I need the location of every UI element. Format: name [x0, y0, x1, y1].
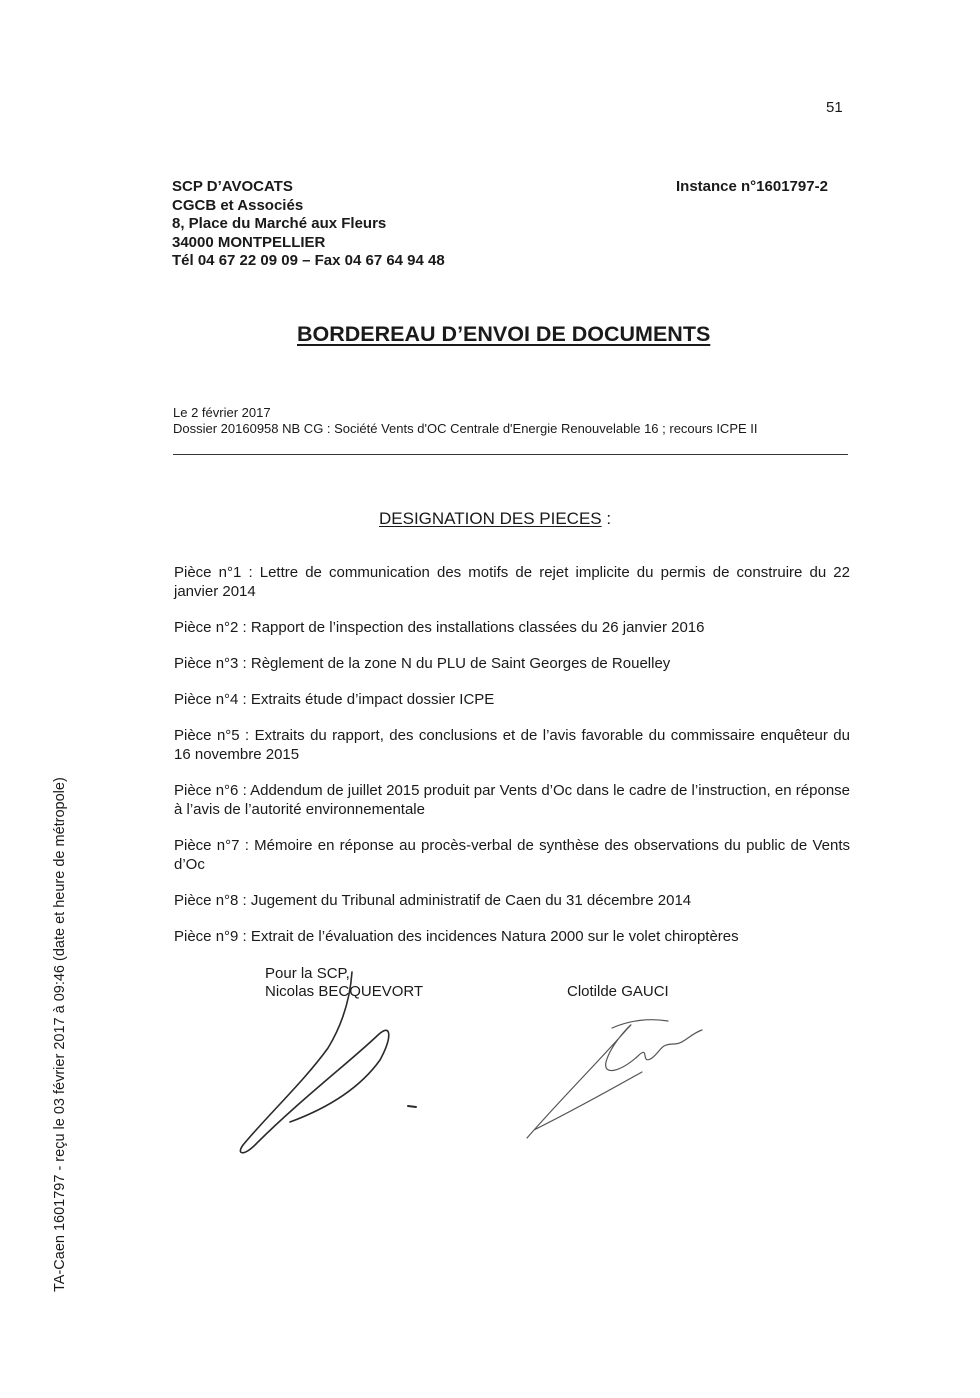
receipt-stamp-vertical: TA-Caen 1601797 - reçu le 03 février 2017 à 09:46 (date et heure de métropole): [52, 777, 68, 1292]
sender-street: 8, Place du Marché aux Fleurs: [172, 215, 387, 232]
page-number: 51: [826, 99, 843, 116]
section-title-colon: :: [601, 509, 612, 528]
dossier-reference: Dossier 20160958 NB CG : Société Vents d'OC Centrale d'Energie Renouvelable 16 ; recours ICPE II: [173, 421, 758, 436]
section-title-text: DESIGNATION DES PIECES: [379, 509, 602, 528]
piece-item-3: Pièce n°3 : Règlement de la zone N du PLU de Saint Georges de Rouelley: [174, 655, 671, 672]
sender-firm: SCP D’AVOCATS: [172, 178, 293, 195]
signatory-left-line1: Pour la SCP,: [265, 965, 350, 982]
piece-item-7: Pièce n°7 : Mémoire en réponse au procès-verbal de synthèse des observations du public de Vents d’Oc: [174, 837, 850, 873]
sender-city: 34000 MONTPELLIER: [172, 233, 326, 251]
piece-item-2: Pièce n°2 : Rapport de l’inspection des installations classées du 26 janvier 2016: [174, 619, 705, 636]
piece-item-5: Pièce n°5 : Extraits du rapport, des conclusions et de l’avis favorable du commissaire enquêteur du 16 novembre 2015: [174, 727, 850, 763]
signatory-right-name: Clotilde GAUCI: [567, 983, 669, 1000]
sender-phone-fax: Tél 04 67 22 09 09 – Fax 04 67 64 94 48: [172, 252, 445, 269]
sender-associates: CGCB et Associés: [172, 196, 304, 214]
piece-item-4: Pièce n°4 : Extraits étude d’impact dossier ICPE: [174, 691, 495, 708]
document-title: BORDEREAU D’ENVOI DE DOCUMENTS: [297, 322, 711, 346]
piece-item-6: Pièce n°6 : Addendum de juillet 2015 produit par Vents d’Oc dans le cadre de l’instruction, en réponse à l’avis de l’autorité environnementale: [174, 782, 850, 818]
piece-item-9: Pièce n°9 : Extrait de l’évaluation des incidences Natura 2000 sur le volet chiroptères: [174, 928, 739, 945]
signatory-left-name: Nicolas BECQUEVORT: [265, 983, 424, 1000]
date-line: Le 2 février 2017: [173, 405, 271, 420]
instance-number: Instance n°1601797-2: [676, 178, 828, 195]
piece-item-8: Pièce n°8 : Jugement du Tribunal administratif de Caen du 31 décembre 2014: [174, 892, 692, 909]
piece-item-1: Pièce n°1 : Lettre de communication des motifs de rejet implicite du permis de construire du 22 janvier 2014: [174, 564, 850, 600]
